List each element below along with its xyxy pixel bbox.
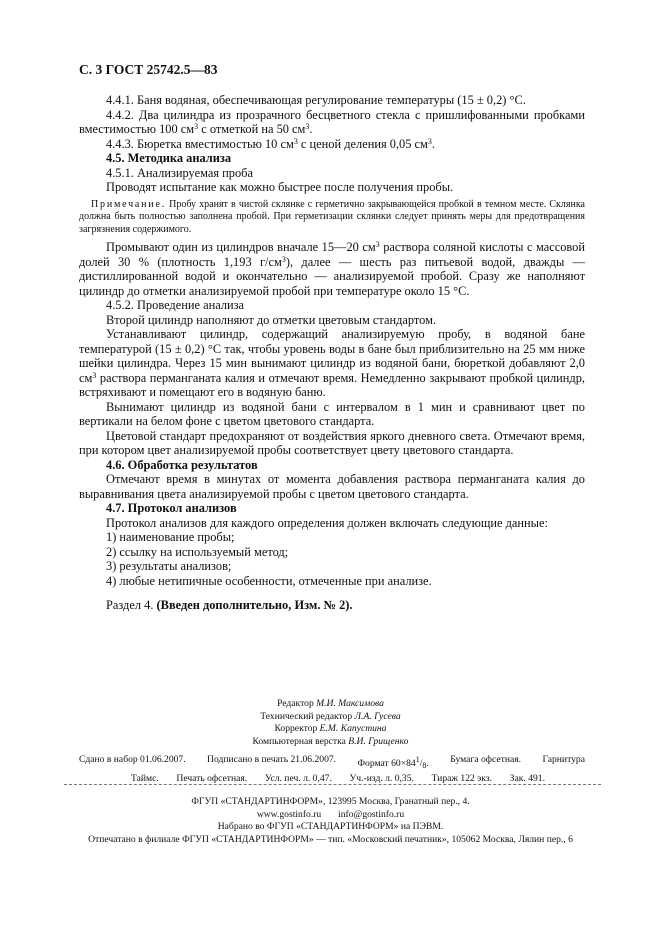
list-item: 4) любые нетипичные особенности, отмеченные при анализе.	[106, 573, 432, 588]
document-body	[79, 93, 585, 613]
pub-row-2: Таймс. Печать офсетная. Усл. печ. л. 0,47. Уч.-изд. л. 0,35. Тираж 122 экз. Зак. 491.	[131, 772, 545, 784]
footer-web	[0, 809, 661, 822]
paragraph-4-4-3: 4.4.3. Бюретка вместимостью 10 $см^3$ с ценой деления 0,05 $см^3$.	[106, 136, 435, 151]
email-link[interactable]: info@gostinfo.ru	[338, 808, 405, 820]
list-item: 2) ссылку на используемый метод;	[106, 544, 289, 559]
paragraph-4-4-2: 4.4.2. Два цилиндра из прозрачного бесцветного стекла с пришлифованными пробками вместимостью 100 $см^3$ с отметкой на 50 $см^3$.	[79, 107, 585, 136]
list-item: 1) наименование пробы;	[106, 530, 235, 544]
paragraph-4-4-1: 4.4.1. Баня водяная, обеспечивающая регулирование температуры (15 ± 0,2) °С.	[106, 93, 526, 107]
list-item: 3) результаты анализов;	[106, 559, 232, 573]
page-header: С. 3 ГОСТ 25742.5—83	[79, 62, 218, 77]
pub-row-1: Сдано в набор 01.06.2007. Подписано в печать 21.06.2007. Формат $60\times 84^1/_8$. Бумага офсетная. Гарнитура	[79, 754, 585, 770]
credit-layout: Компьютерная верстка В.И. Грищенко	[252, 735, 409, 747]
credits-block	[0, 698, 661, 748]
footer-address: ФГУП «СТАНДАРТИНФОРМ», 123995 Москва, Гранатный пер., 4.	[191, 796, 470, 807]
footer-printed: Отпечатано в филиале ФГУП «СТАНДАРТИНФОРМ» — тип. «Московский печатник», 105062 Москва, Лялин пер., 6	[88, 833, 573, 845]
section-amendment-note: Раздел 4. (Введен дополнительно, Изм. № 2).	[106, 598, 353, 612]
heading-4-6: 4.6. Обработка результатов	[106, 457, 258, 472]
paragraph-4-5-1-text: Проводят испытание как можно быстрее после получения пробы.	[106, 180, 454, 194]
footer-typeset: Набрано во ФГУП «СТАНДАРТИНФОРМ» на ПЭВМ.	[217, 821, 444, 832]
publication-info	[79, 754, 585, 785]
heading-4-5: 4.5. Методика анализа	[106, 151, 232, 165]
paragraph-4-5-2-text: Второй цилиндр наполняют до отметки цветовым стандартом.	[106, 312, 437, 327]
credit-corrector: Корректор Е.М. Капустина	[274, 723, 387, 734]
divider	[64, 784, 601, 785]
paragraph-4-5-2: 4.5.2. Проведение анализа	[106, 298, 245, 312]
paragraph-4-6: Отмечают время в минутах от момента добавления раствора перманганата калия до выравнивания цвета анализируемой пробы с цветом цветового стандарта.	[79, 472, 585, 501]
paragraph-4-5-1: 4.5.1. Анализируемая проба	[106, 165, 253, 180]
website-link[interactable]: www.gostinfo.ru	[256, 808, 322, 820]
publisher-footer	[0, 796, 661, 846]
heading-4-7: 4.7. Протокол анализов	[106, 501, 237, 515]
paragraph-protect: Цветовой стандарт предохраняют от воздействия яркого дневного света. Отмечают время, при котором цвет анализируемой пробы соответствует цвету цветового стандарта.	[79, 428, 585, 457]
note-label: Примечание.	[91, 198, 167, 210]
note	[79, 199, 585, 237]
credit-editor: Редактор М.И. Максимова	[277, 698, 384, 709]
paragraph-rinse: Промывают один из цилиндров вначале 15—20 $см^3$ раствора соляной кислоты с массовой долей 30 % (плотность 1,193 $г/см^3$), далее — шесть раз питьевой водой, дважды — дистиллированной водой и окончательно — анализируемой пробой. Сразу же наполняют цилиндр до отметки анализируемой пробой при температуре около 15 °С.	[79, 240, 585, 298]
credit-tech-editor: Технический редактор Л.А. Гусева	[260, 710, 401, 722]
note-text: Пробу хранят в чистой склянке с герметично закрывающейся пробкой в темном месте. Склянка должна быть полностью заполнена пробой. При герметизации склянки следует принять меры для предотвращения загрязнения содержимого.	[79, 198, 585, 235]
paragraph-setup: Устанавливают цилиндр, содержащий анализируемую пробу, в водяной бане температурой (15 ± 0,2) °С так, чтобы уровень воды в бане был приблизительно на 25 мм ниже шейки цилиндра. Через 15 мин вынимают цилиндр из водяной бани, бюреткой добавляют 2,0 $см^3$ раствора перманганата калия и отмечают время. Немедленно закрывают пробкой цилиндр, встряхивают и помещают его в водяную баню.	[79, 327, 585, 399]
paragraph-4-7: Протокол анализов для каждого определения должен включать следующие данные:	[106, 515, 548, 530]
paragraph-compare: Вынимают цилиндр из водяной бани с интервалом в 1 мин и сравнивают цвет по вертикали на белом фоне с цветом цветового стандарта.	[79, 399, 585, 428]
